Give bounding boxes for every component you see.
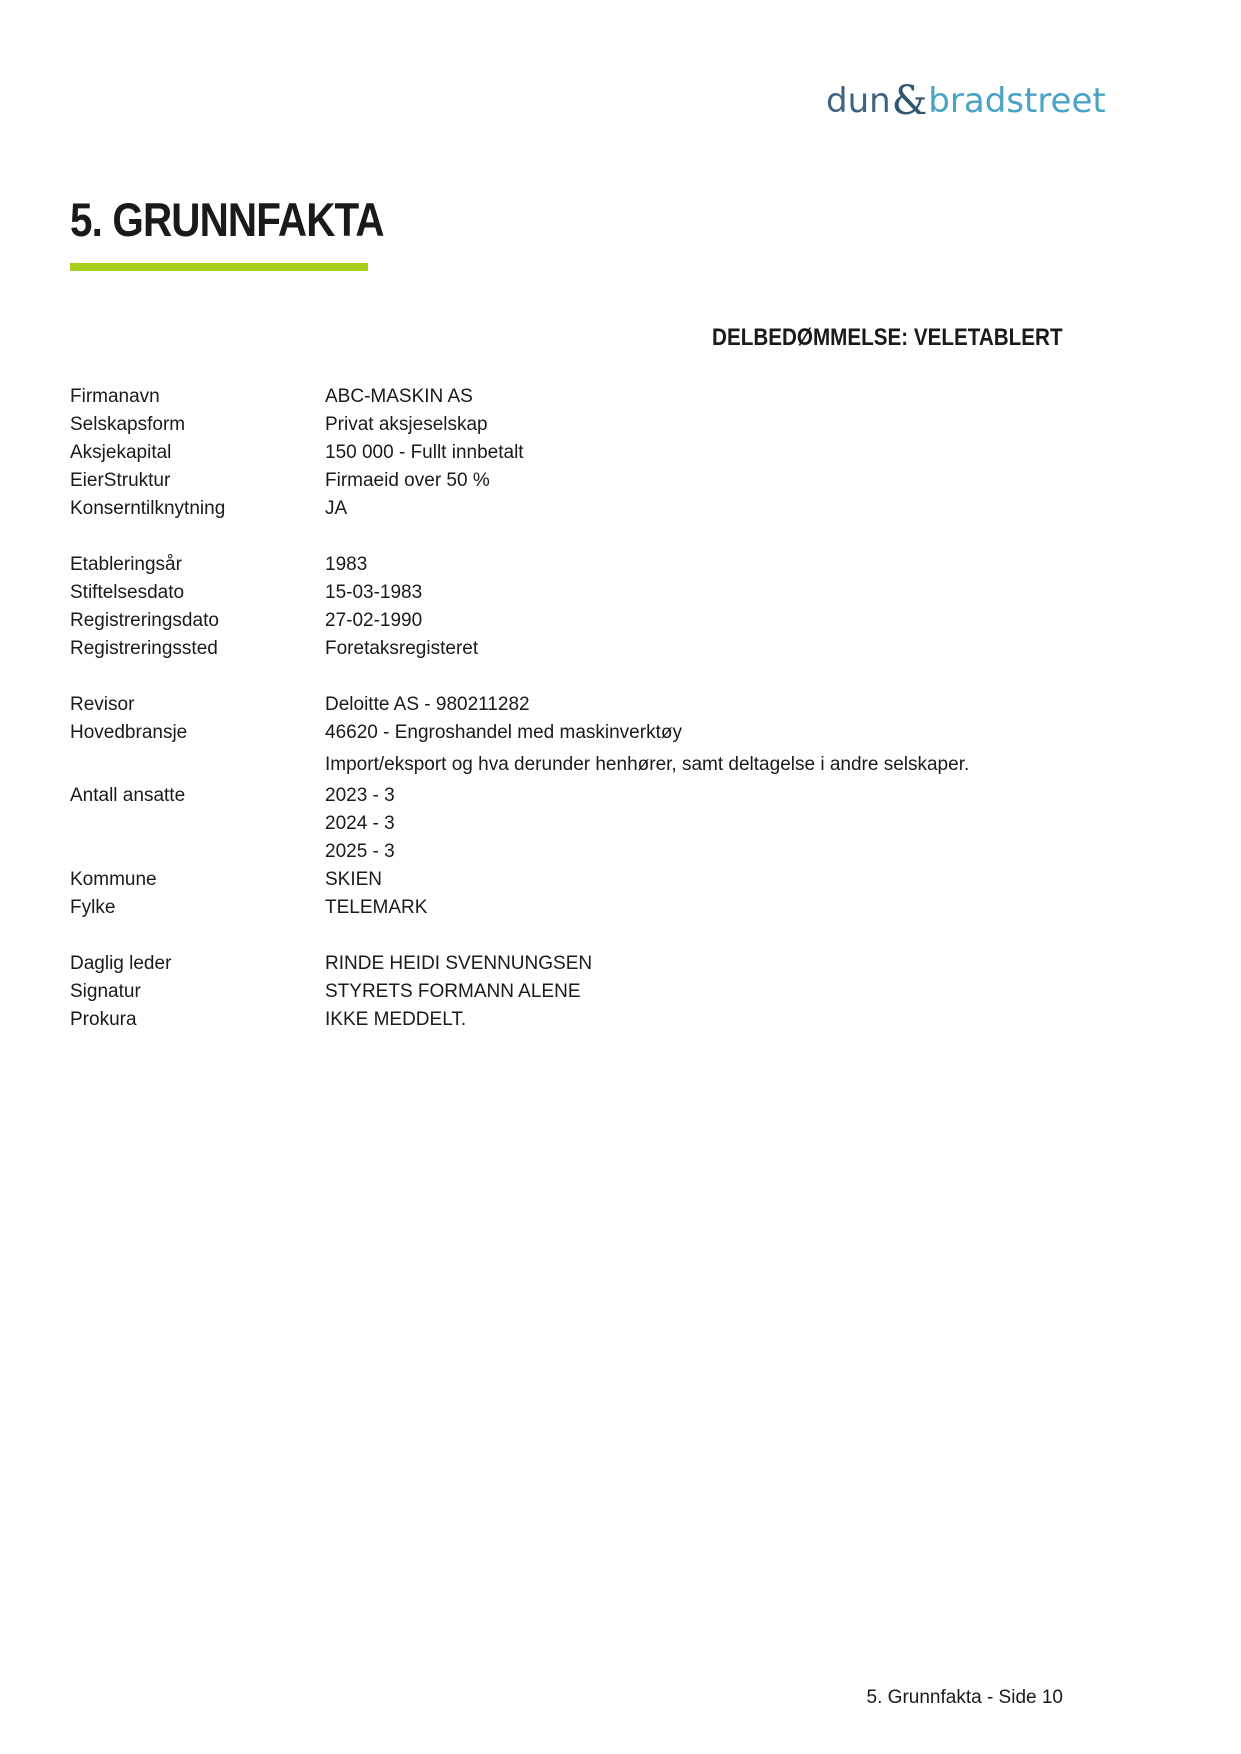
fact-value: Import/eksport og hva derunder henhører, samt deltagelse i andre selskaper. — [325, 754, 970, 775]
facts-group-registration — [70, 551, 1070, 663]
logo-ampersand: & — [891, 78, 928, 124]
facts-group-business — [70, 691, 1070, 922]
fact-value: Deloitte AS - 980211282 — [325, 694, 530, 715]
fact-row — [70, 551, 1070, 579]
fact-row — [70, 411, 1070, 439]
fact-row — [70, 747, 1070, 782]
fact-value: 2023 - 3 — [325, 785, 395, 806]
logo-text-bradstreet: bradstreet — [928, 81, 1106, 121]
fact-label — [70, 810, 325, 838]
fact-label: Fylke — [70, 897, 116, 918]
fact-row — [70, 978, 1070, 1006]
fact-row — [70, 691, 1070, 719]
fact-value: SKIEN — [325, 869, 383, 890]
fact-row — [70, 810, 1070, 838]
fact-value: JA — [325, 498, 348, 519]
fact-row — [70, 950, 1070, 978]
fact-value: Firmaeid over 50 % — [325, 470, 490, 491]
fact-row — [70, 495, 1070, 523]
fact-label: Antall ansatte — [70, 785, 186, 806]
logo-text-dun: dun — [826, 81, 891, 121]
fact-label: Signatur — [70, 981, 141, 1002]
fact-value: Privat aksjeselskap — [325, 414, 488, 435]
facts-group-management — [70, 950, 1070, 1034]
fact-row — [70, 439, 1070, 467]
title-underline — [70, 263, 368, 271]
fact-label: Etableringsår — [70, 554, 182, 575]
fact-label: Konserntilknytning — [70, 498, 226, 519]
fact-value: IKKE MEDDELT. — [325, 1009, 467, 1030]
facts-group-company — [70, 383, 1070, 523]
fact-row — [70, 1006, 1070, 1034]
fact-label: Revisor — [70, 694, 135, 715]
fact-value: STYRETS FORMANN ALENE — [325, 981, 581, 1002]
page-title: 5. GRUNNFAKTA — [70, 193, 384, 246]
fact-row — [70, 467, 1070, 495]
fact-value: RINDE HEIDI SVENNUNGSEN — [325, 953, 593, 974]
fact-label: Hovedbransje — [70, 722, 188, 743]
fact-label: Firmanavn — [70, 386, 160, 407]
fact-value: 46620 - Engroshandel med maskinverktøy — [325, 722, 682, 743]
fact-label: Daglig leder — [70, 953, 172, 974]
fact-value: 27-02-1990 — [325, 610, 423, 631]
fact-row — [70, 607, 1070, 635]
fact-label: Registreringsdato — [70, 610, 219, 631]
dun-bradstreet-logo — [826, 76, 1106, 126]
fact-label: Selskapsform — [70, 414, 186, 435]
fact-label: Prokura — [70, 1009, 137, 1030]
fact-row — [70, 866, 1070, 894]
fact-label: Registreringssted — [70, 638, 218, 659]
fact-label: Stiftelsesdato — [70, 582, 185, 603]
page-footer: 5. Grunnfakta - Side 10 — [866, 1687, 1063, 1708]
fact-value: 15-03-1983 — [325, 582, 423, 603]
facts-table — [70, 383, 1070, 1062]
fact-value: TELEMARK — [325, 897, 428, 918]
fact-row — [70, 635, 1070, 663]
fact-row — [70, 838, 1070, 866]
fact-row — [70, 383, 1070, 411]
fact-row — [70, 579, 1070, 607]
fact-label: Aksjekapital — [70, 442, 172, 463]
fact-value: 150 000 - Fullt innbetalt — [325, 442, 524, 463]
fact-value: Foretaksregisteret — [325, 638, 479, 659]
fact-label — [70, 747, 325, 782]
fact-value: 2025 - 3 — [325, 841, 395, 862]
fact-row — [70, 894, 1070, 922]
fact-value: ABC-MASKIN AS — [325, 386, 473, 407]
fact-row — [70, 719, 1070, 747]
fact-row — [70, 782, 1070, 810]
fact-label — [70, 838, 325, 866]
rating-heading: DELBEDØMMELSE: VELETABLERT — [712, 324, 1063, 351]
fact-label: Kommune — [70, 869, 157, 890]
fact-value: 2024 - 3 — [325, 813, 395, 834]
fact-value: 1983 — [325, 554, 368, 575]
fact-label: EierStruktur — [70, 470, 171, 491]
